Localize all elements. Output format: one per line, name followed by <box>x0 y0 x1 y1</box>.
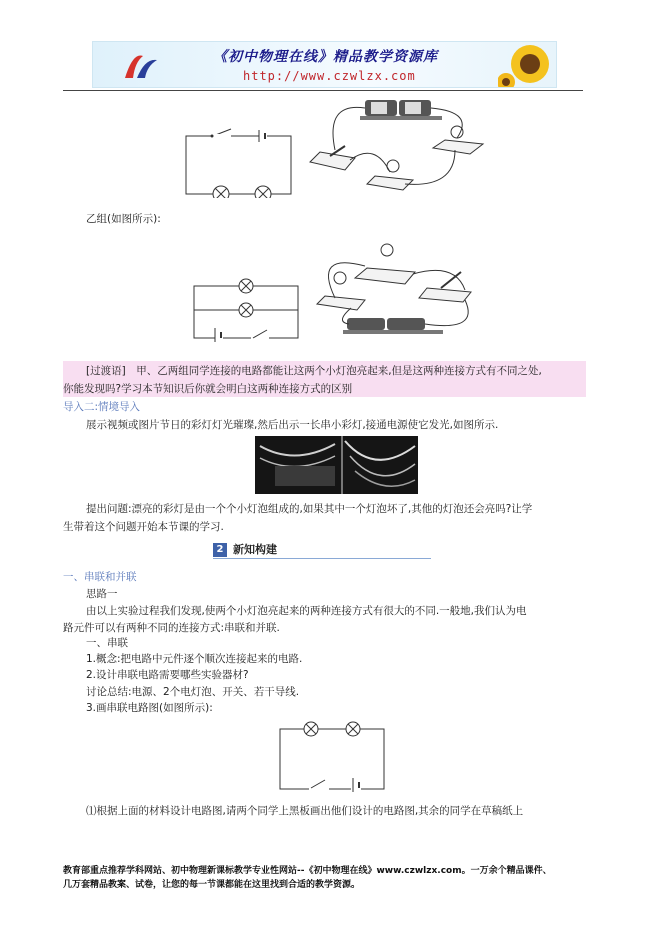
section-number-badge: 2 <box>213 543 227 557</box>
circuit-diagram-series-2 <box>279 720 385 792</box>
thought-label: 思路一 <box>86 588 118 600</box>
footer <box>63 864 603 892</box>
caption-group-yi: 乙组(如图所示): <box>86 213 161 225</box>
banner-url: http://www.czwlzx.com <box>243 69 416 83</box>
circuit-diagram-series-1 <box>185 126 295 198</box>
footer-line-1: 教育部重点推荐学科网站、初中物理新课标教学专业性网站--《初中物理在线》www.czwlzx.com。一万余个精品课件、 <box>63 866 552 876</box>
section-header <box>213 543 431 559</box>
sub-series-heading: 一、串联 <box>86 637 128 649</box>
question-line-1: 提出问题:漂亮的彩灯是由一个个小灯泡组成的,如果其中一个灯泡坏了,其他的灯泡还会亮吗?让学 <box>86 503 533 515</box>
intro-heading: 导入二:情境导入 <box>63 401 141 413</box>
physical-circuit-parallel <box>315 232 485 356</box>
paragraph-1b: 路元件可以有两种不同的连接方式:串联和并联. <box>63 622 280 634</box>
banner-title: 《初中物理在线》精品教学资源库 <box>213 49 438 65</box>
header-banner <box>92 41 557 88</box>
paragraph-1a: 由以上实验过程我们发现,使两个小灯泡亮起来的两种连接方式有很大的不同.一般地,我们认为电 <box>86 605 527 617</box>
festival-lights-photo <box>255 436 418 494</box>
subheading-series-parallel: 一、串联和并联 <box>63 571 137 583</box>
transition-line-1: [过渡语] 甲、乙两组同学连接的电路都能让这两个小灯泡亮起来,但是这两种连接方式有不同之处, <box>86 365 542 377</box>
transition-line-2: 你能发现吗?学习本节知识后你就会明白这两种连接方式的区别 <box>63 383 353 395</box>
item-1: 1.概念:把电路中元件逐个顺次连接起来的电路. <box>86 653 303 665</box>
footer-line-2: 几万套精品教案、试卷，让您的每一节课都能在这里找到合适的教学资源。 <box>63 880 361 890</box>
logo-icon <box>121 48 161 82</box>
question-line-2: 生带着这个问题开始本节课的学习. <box>63 521 224 533</box>
header-divider <box>63 90 583 91</box>
section-title: 新知构建 <box>233 543 277 556</box>
item-3: 3.画串联电路图(如图所示): <box>86 702 213 714</box>
circuit-diagram-parallel <box>193 272 301 342</box>
item-2: 2.设计串联电路需要哪些实验器材? <box>86 669 249 681</box>
sunflower-icon <box>498 42 556 87</box>
item-3-1: ⑴根据上面的材料设计电路图,请两个同学上黑板画出他们设计的电路图,其余的同学在草稿纸上 <box>86 805 524 817</box>
item-2-answer: 讨论总结:电源、2个电灯泡、开关、若干导线. <box>86 686 300 698</box>
intro-paragraph: 展示视频或图片节日的彩灯灯光璀璨,然后出示一长串小彩灯,接通电源使它发光,如图所示. <box>86 419 499 431</box>
physical-circuit-series <box>305 92 485 194</box>
